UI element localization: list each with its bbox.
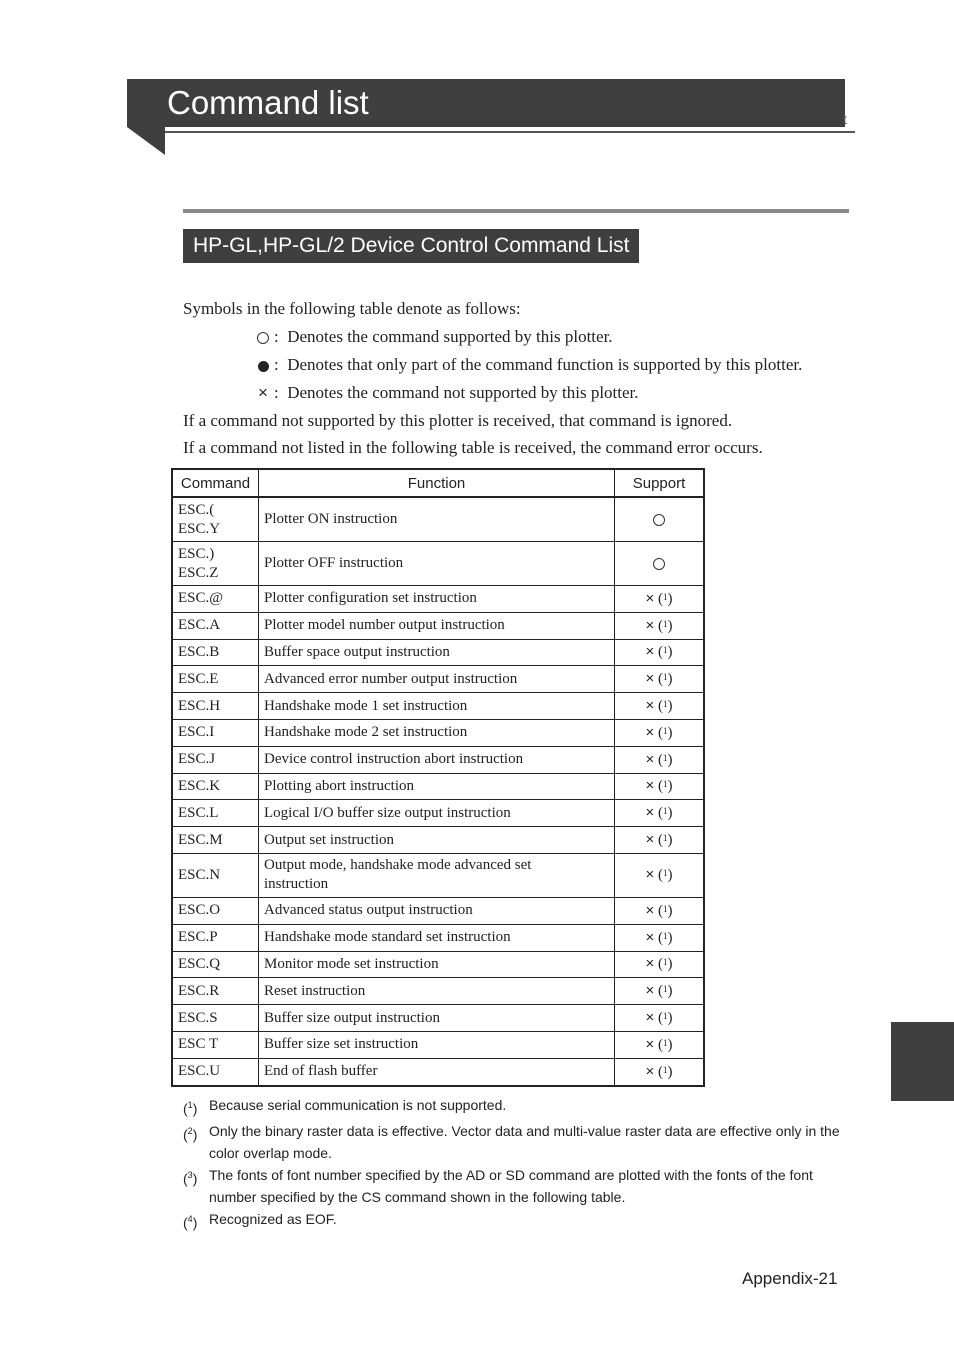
note-ref: 1 [663,868,668,879]
support-cell: × ($^1$) [615,693,705,720]
intro-line-ignored: If a command not supported by this plotter is received, that command is ignored. [183,411,733,430]
symbol-colon: : [274,355,279,374]
cross-icon: × [645,1062,655,1080]
section-rule [183,209,849,213]
table-row [172,800,704,827]
support-cell: × ($^1$) [615,978,705,1005]
function-cell: Monitor mode set instruction [259,951,615,978]
table-row [172,719,704,746]
function-cell: Advanced status output instruction [259,897,615,924]
table-row [172,951,704,978]
table-row [172,1058,704,1085]
note-ref: 1 [663,752,668,763]
footnote-text: Only the binary raster data is effective. Vector data and multi-value raster data are effective only in the color overlap mode. [209,1122,840,1161]
cross-icon: × [645,616,655,634]
function-cell: End of flash buffer [259,1058,615,1085]
note-ref: 1 [663,645,668,656]
support-cell [615,497,705,542]
function-cell: Plotter model number output instruction [259,612,615,639]
support-cell: × ($^1$) [615,773,705,800]
table-row [172,612,704,639]
cross-icon: × [645,831,655,849]
command-cell: ESC.B [172,639,259,666]
header-rule [165,131,855,133]
command-cell: ESC.E [172,666,259,693]
command-table [171,468,705,1087]
cross-icon: × [645,643,655,661]
note-ref: 1 [663,779,668,790]
support-cell: × ($^1$) [615,853,705,897]
note-ref: 1 [663,672,668,683]
note-ref: 1 [663,1064,668,1075]
chapter-side-tab [891,1022,954,1101]
table-row [172,586,704,613]
symbol-text: Denotes the command supported by this plotter. [287,327,613,346]
symbol-row-partial [256,354,802,376]
command-cell: ESC.H [172,693,259,720]
table-row [172,666,704,693]
cross-icon: × [645,777,655,795]
note-ref: 1 [663,618,668,629]
footnote-number: ($^3$) [183,1169,198,1187]
header-function: Function [259,469,615,497]
support-cell: × ($^1$) [615,746,705,773]
circle-open-icon [653,558,665,570]
command-cell: ESC T [172,1031,259,1058]
note-ref: 1 [663,833,668,844]
function-cell: Buffer space output instruction [259,639,615,666]
cross-icon: × [645,1009,655,1027]
intro-lead: Symbols in the following table denote as follows: [183,299,521,318]
table-row [172,773,704,800]
function-cell: Advanced error number output instruction [259,666,615,693]
banner-tail [127,127,165,155]
support-cell: × ($^1$) [615,800,705,827]
table-row [172,693,704,720]
cross-icon: × [645,1035,655,1053]
note-ref: 1 [663,1037,668,1048]
header-command: Command [172,469,259,497]
footnote [183,1094,853,1120]
command-cell: ESC.Q [172,951,259,978]
command-code: ESC.Z [178,564,219,581]
function-cell: Handshake mode 1 set instruction [259,693,615,720]
command-cell: ESC.S [172,1005,259,1032]
table-row [172,897,704,924]
footnote [183,1208,853,1234]
cross-icon: × [645,670,655,688]
note-ref: 1 [663,930,668,941]
footnote-number: ($^1$) [183,1100,198,1117]
cross-icon: × [645,955,655,973]
table-row [172,924,704,951]
command-cell: ESC.K [172,773,259,800]
footnote-text: Recognized as EOF. [209,1210,337,1227]
page-number: Appendix-21 [742,1269,838,1288]
support-cell: × ($^1$) [615,1058,705,1085]
footnote [183,1120,853,1164]
footnote-number: ($^2$) [183,1125,198,1143]
note-ref: 1 [663,1011,668,1022]
cross-icon: × [645,697,655,715]
function-cell: Buffer size output instruction [259,1005,615,1032]
symbol-text: Denotes that only part of the command function is supported by this plotter. [287,355,803,374]
symbol-colon: : [274,327,279,346]
command-cell: ESC.P [172,924,259,951]
table-row [172,978,704,1005]
table-row [172,827,704,854]
note-ref: 1 [663,903,668,914]
footnote [183,1164,853,1208]
footnotes [183,1094,853,1233]
support-cell: × ($^1$) [615,719,705,746]
function-cell: Plotting abort instruction [259,773,615,800]
note-ref: 1 [663,699,668,710]
support-cell [615,542,705,586]
table-row [172,639,704,666]
function-text: instruction [264,876,329,893]
symbol-text: Denotes the command not supported by this plotter. [287,383,639,402]
function-text: Output mode, handshake mode advanced set [264,857,532,874]
function-cell: Output set instruction [259,827,615,854]
command-cell: ESC.@ [172,586,259,613]
cross-icon: × [645,750,655,768]
function-cell: Plotter ON instruction [259,497,615,542]
page-title: Command list [167,84,369,121]
function-cell: Reset instruction [259,978,615,1005]
cross-icon: × [645,723,655,741]
table-row [172,542,704,586]
support-cell: × ($^1$) [615,666,705,693]
circle-filled-icon [256,354,270,376]
footnote-text: The fonts of font number specified by the AD or SD command are plotted with the fonts of the font number specified by the CS command shown in the following table. [209,1166,813,1205]
function-cell: Plotter OFF instruction [259,542,615,586]
command-cell [172,542,259,586]
header-edge-fragment: t [843,111,847,127]
command-cell: ESC.J [172,746,259,773]
footnote-number: ($^4$) [183,1213,198,1231]
command-cell: ESC.N [172,853,259,897]
cross-icon: × [645,804,655,822]
note-ref: 1 [663,984,668,995]
cross-icon: × [645,928,655,946]
support-cell: × ($^1$) [615,951,705,978]
support-cell: × ($^1$) [615,586,705,613]
table-row [172,1005,704,1032]
command-cell: ESC.M [172,827,259,854]
footnote-text: Because serial communication is not supported. [209,1097,507,1113]
section-title: HP-GL,HP-GL/2 Device Control Command List [183,229,639,263]
cross-icon: × [645,866,655,884]
table-row [172,1031,704,1058]
symbol-colon: : [274,383,279,402]
note-ref: 1 [663,725,668,736]
support-cell: × ($^1$) [615,827,705,854]
function-cell: Buffer size set instruction [259,1031,615,1058]
header-support: Support [615,469,705,497]
table-row [172,853,704,897]
note-ref: 1 [663,806,668,817]
symbol-row-supported [256,326,613,348]
function-cell: Device control instruction abort instruction [259,746,615,773]
function-cell: Handshake mode 2 set instruction [259,719,615,746]
command-code: ESC.Y [178,520,221,537]
circle-open-icon [256,326,270,348]
command-cell [172,497,259,542]
function-cell: Logical I/O buffer size output instruction [259,800,615,827]
note-ref: 1 [663,957,668,968]
function-cell: Handshake mode standard set instruction [259,924,615,951]
support-cell: × ($^1$) [615,924,705,951]
table-header-row [172,469,704,497]
command-cell: ESC.I [172,719,259,746]
symbol-row-unsupported [256,382,639,404]
table-row [172,497,704,542]
command-code: ESC.( [178,501,215,518]
note-ref: 1 [663,591,668,602]
command-code: ESC.) [178,545,215,562]
support-cell: × ($^1$) [615,1005,705,1032]
table-row [172,746,704,773]
cross-icon: × [645,982,655,1000]
command-cell: ESC.A [172,612,259,639]
command-cell: ESC.R [172,978,259,1005]
support-cell: × ($^1$) [615,1031,705,1058]
function-cell: Plotter configuration set instruction [259,586,615,613]
cross-icon: × [645,901,655,919]
support-cell: × ($^1$) [615,639,705,666]
cross-icon: × [645,589,655,607]
function-cell [259,853,615,897]
command-cell: ESC.L [172,800,259,827]
command-cell: ESC.O [172,897,259,924]
circle-open-icon [653,514,665,526]
intro-line-error: If a command not listed in the following table is received, the command error occurs. [183,438,763,457]
command-cell: ESC.U [172,1058,259,1085]
support-cell: × ($^1$) [615,897,705,924]
cross-icon: × [258,383,268,402]
support-cell: × ($^1$) [615,612,705,639]
